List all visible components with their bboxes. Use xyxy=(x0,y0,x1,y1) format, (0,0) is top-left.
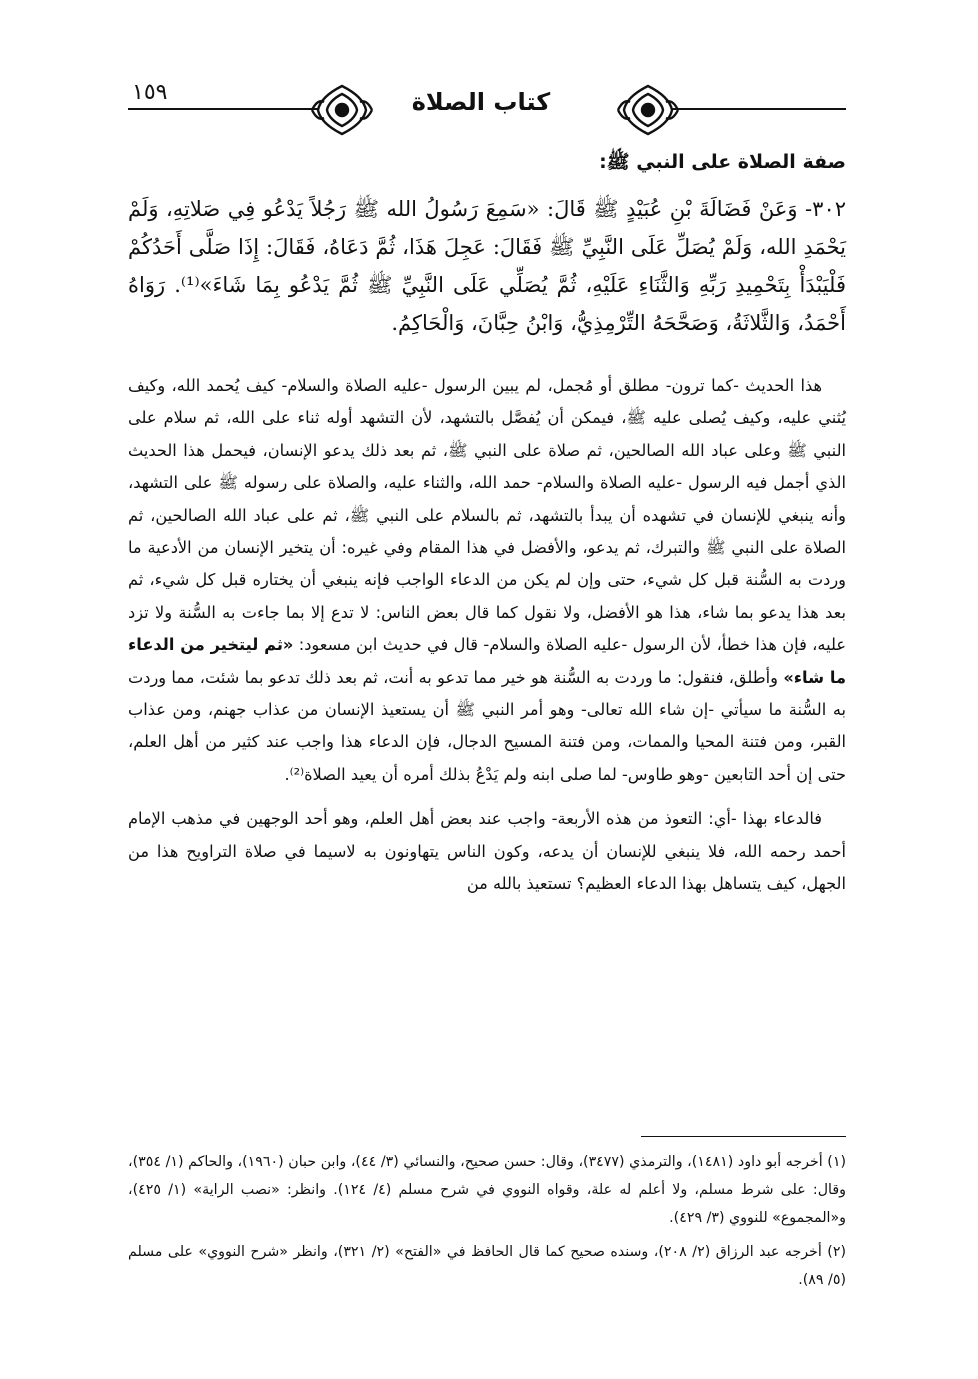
commentary-paragraph-2: فالدعاء بهذا -أي: التعوذ من هذه الأربعة- واجب عند بعض أهل العلم، وهو أحد الوجهين في مذهب الإمام أحمد رحمه الله، فلا ينبغي للإنسان أن يدعه، وكون الناس يتهاونون به لاسيما في صلاة التراويح هذا من الجهل، كيف يتساهل بهذا الدعاء العظيم؟ تستعيذ بالله من xyxy=(128,809,846,894)
floral-ornament-icon xyxy=(616,82,680,138)
footnote-separator xyxy=(641,1136,846,1137)
commentary-p1-text: هذا الحديث -كما ترون- مطلق أو مُجمل، لم يبين الرسول -عليه الصلاة والسلام- كيف يُحمد الله، وكيف يُثني عليه، وكيف يُصلى عليه ﷺ، فيمكن أن يُفصَّل بالتشهد، لأن التشهد أوله ثناء على الله، ثم سلام على النبي ﷺ وعلى عباد الله الصالحين، ثم صلاة على النبي ﷺ، ثم بعد ذلك يدعو الإنسان، فيحمل هذا الحديث الذي أجمل فيه الرسول -عليه الصلاة والسلام- حمد الله، والثناء عليه، والصلاة على رسوله ﷺ على التشهد، وأنه ينبغي للإنسان في تشهده أن يبدأ بالتشهد، ثم بالسلام على النبي ﷺ، ثم على عباد الله الصالحين، ثم الصلاة على النبي ﷺ والتبرك، ثم يدعو، والأفضل في هذا المقام وفي غيره: أن يتخير الإنسان من الأدعية ما وردت به السُّنة قبل كل شيء، حتى وإن لم يكن من الدعاء الواجب فإنه ينبغي أن يختاره قبل كل شيء، ثم بعد هذا يدعو بما شاء، هذا هو الأفضل، ولا نقول كما قال بعض الناس: لا تدع إلا بما جاءت به السُّنة ولا تزد عليه، فإن هذا خطأ، لأن الرسول -عليه الصلاة والسلام- قال في حديث ابن مسعود: xyxy=(128,376,846,655)
page-header xyxy=(128,72,846,142)
footnote-1: (١) أخرجه أبو داود (١٤٨١)، والترمذي (٣٤٧٧)، وقال: حسن صحيح، والنسائي (٣/ ٤٤)، وابن حبان (١٩٦٠)، والحاكم (١/ ٣٥٤)، وقال: على شرط مسلم، ولا أعلم له علة، وقواه النووي في شرح مسلم (٤/ ١٢٤). وانظر: «نصب الراية» (١/ ٤٢٥)، و«المجموع» للنووي (٣/ ٤٢٩). xyxy=(128,1154,847,1226)
page-content xyxy=(128,150,846,901)
section-title: صفة الصلاة على النبي ﷺ: xyxy=(599,151,846,173)
header-rule-left xyxy=(128,108,318,110)
page-number: ١٥٩ xyxy=(132,80,168,105)
commentary-paragraph-1 xyxy=(128,370,846,791)
footnote-2: (٢) أخرجه عبد الرزاق (٢/ ٢٠٨)، وسنده صحيح كما قال الحافظ في «الفتح» (٢/ ٣٢١)، وانظر «شرح النووي» على مسلم (٥/ ٨٩). xyxy=(128,1244,846,1288)
commentary-p1-quote: «ثم ليتخير من الدعاء ما شاء» xyxy=(128,635,846,687)
header-rule-right xyxy=(671,108,846,110)
floral-ornament-icon xyxy=(310,82,374,138)
footnotes xyxy=(128,1148,846,1300)
commentary-p1-tail: وأطلق، فنقول: ما وردت به السُّنة هو خير مما تدعو به أنت، ثم بعد ذلك تدعو بما شئت، مما وردت به السُّنة ما سيأتي -إن شاء الله تعالى- وهو أمر النبي ﷺ أن يستعيذ الإنسان من عذاب جهنم، ومن عذاب القبر، ومن فتنة المحيا والممات، ومن فتنة المسيح الدجال، فإن الدعاء هذا واجب عند كثير من أهل العلم، حتى إن أحد التابعين -وهو طاوس- لما صلى ابنه ولم يَدْعُ بذلك أمره أن يعيد الصلاة⁽²⁾. xyxy=(128,667,846,784)
hadith-text: ٣٠٢- وَعَنْ فَضَالَةَ بْنِ عُبَيْدٍ ﷺ قَالَ: «سَمِعَ رَسُولُ الله ﷺ رَجُلاً يَدْعُو فِي صَلاتِهِ، وَلَمْ يَحْمَدِ الله، وَلَمْ يُصَلِّ عَلَى النَّبِيِّ ﷺ فَقَالَ: عَجِلَ هَذَا، ثُمَّ دَعَاهُ، فَقَالَ: إِذَا صَلَّى أَحَدُكُمْ فَلْيَبْدَأْ بِتَحْمِيدِ رَبِّهِ وَالثَّنَاءِ عَلَيْهِ، ثُمَّ يُصَلِّي عَلَى النَّبِيِّ ﷺ ثُمَّ يَدْعُو بِمَا شَاءَ»⁽¹⁾. رَوَاهُ أَحْمَدُ، وَالثَّلاثَةُ، وَصَحَّحَهُ التِّرْمِذِيُّ، وَابْنُ حِبَّانَ، وَالْحَاكِمُ. xyxy=(128,197,847,335)
running-title: كتاب الصلاة xyxy=(411,88,551,116)
